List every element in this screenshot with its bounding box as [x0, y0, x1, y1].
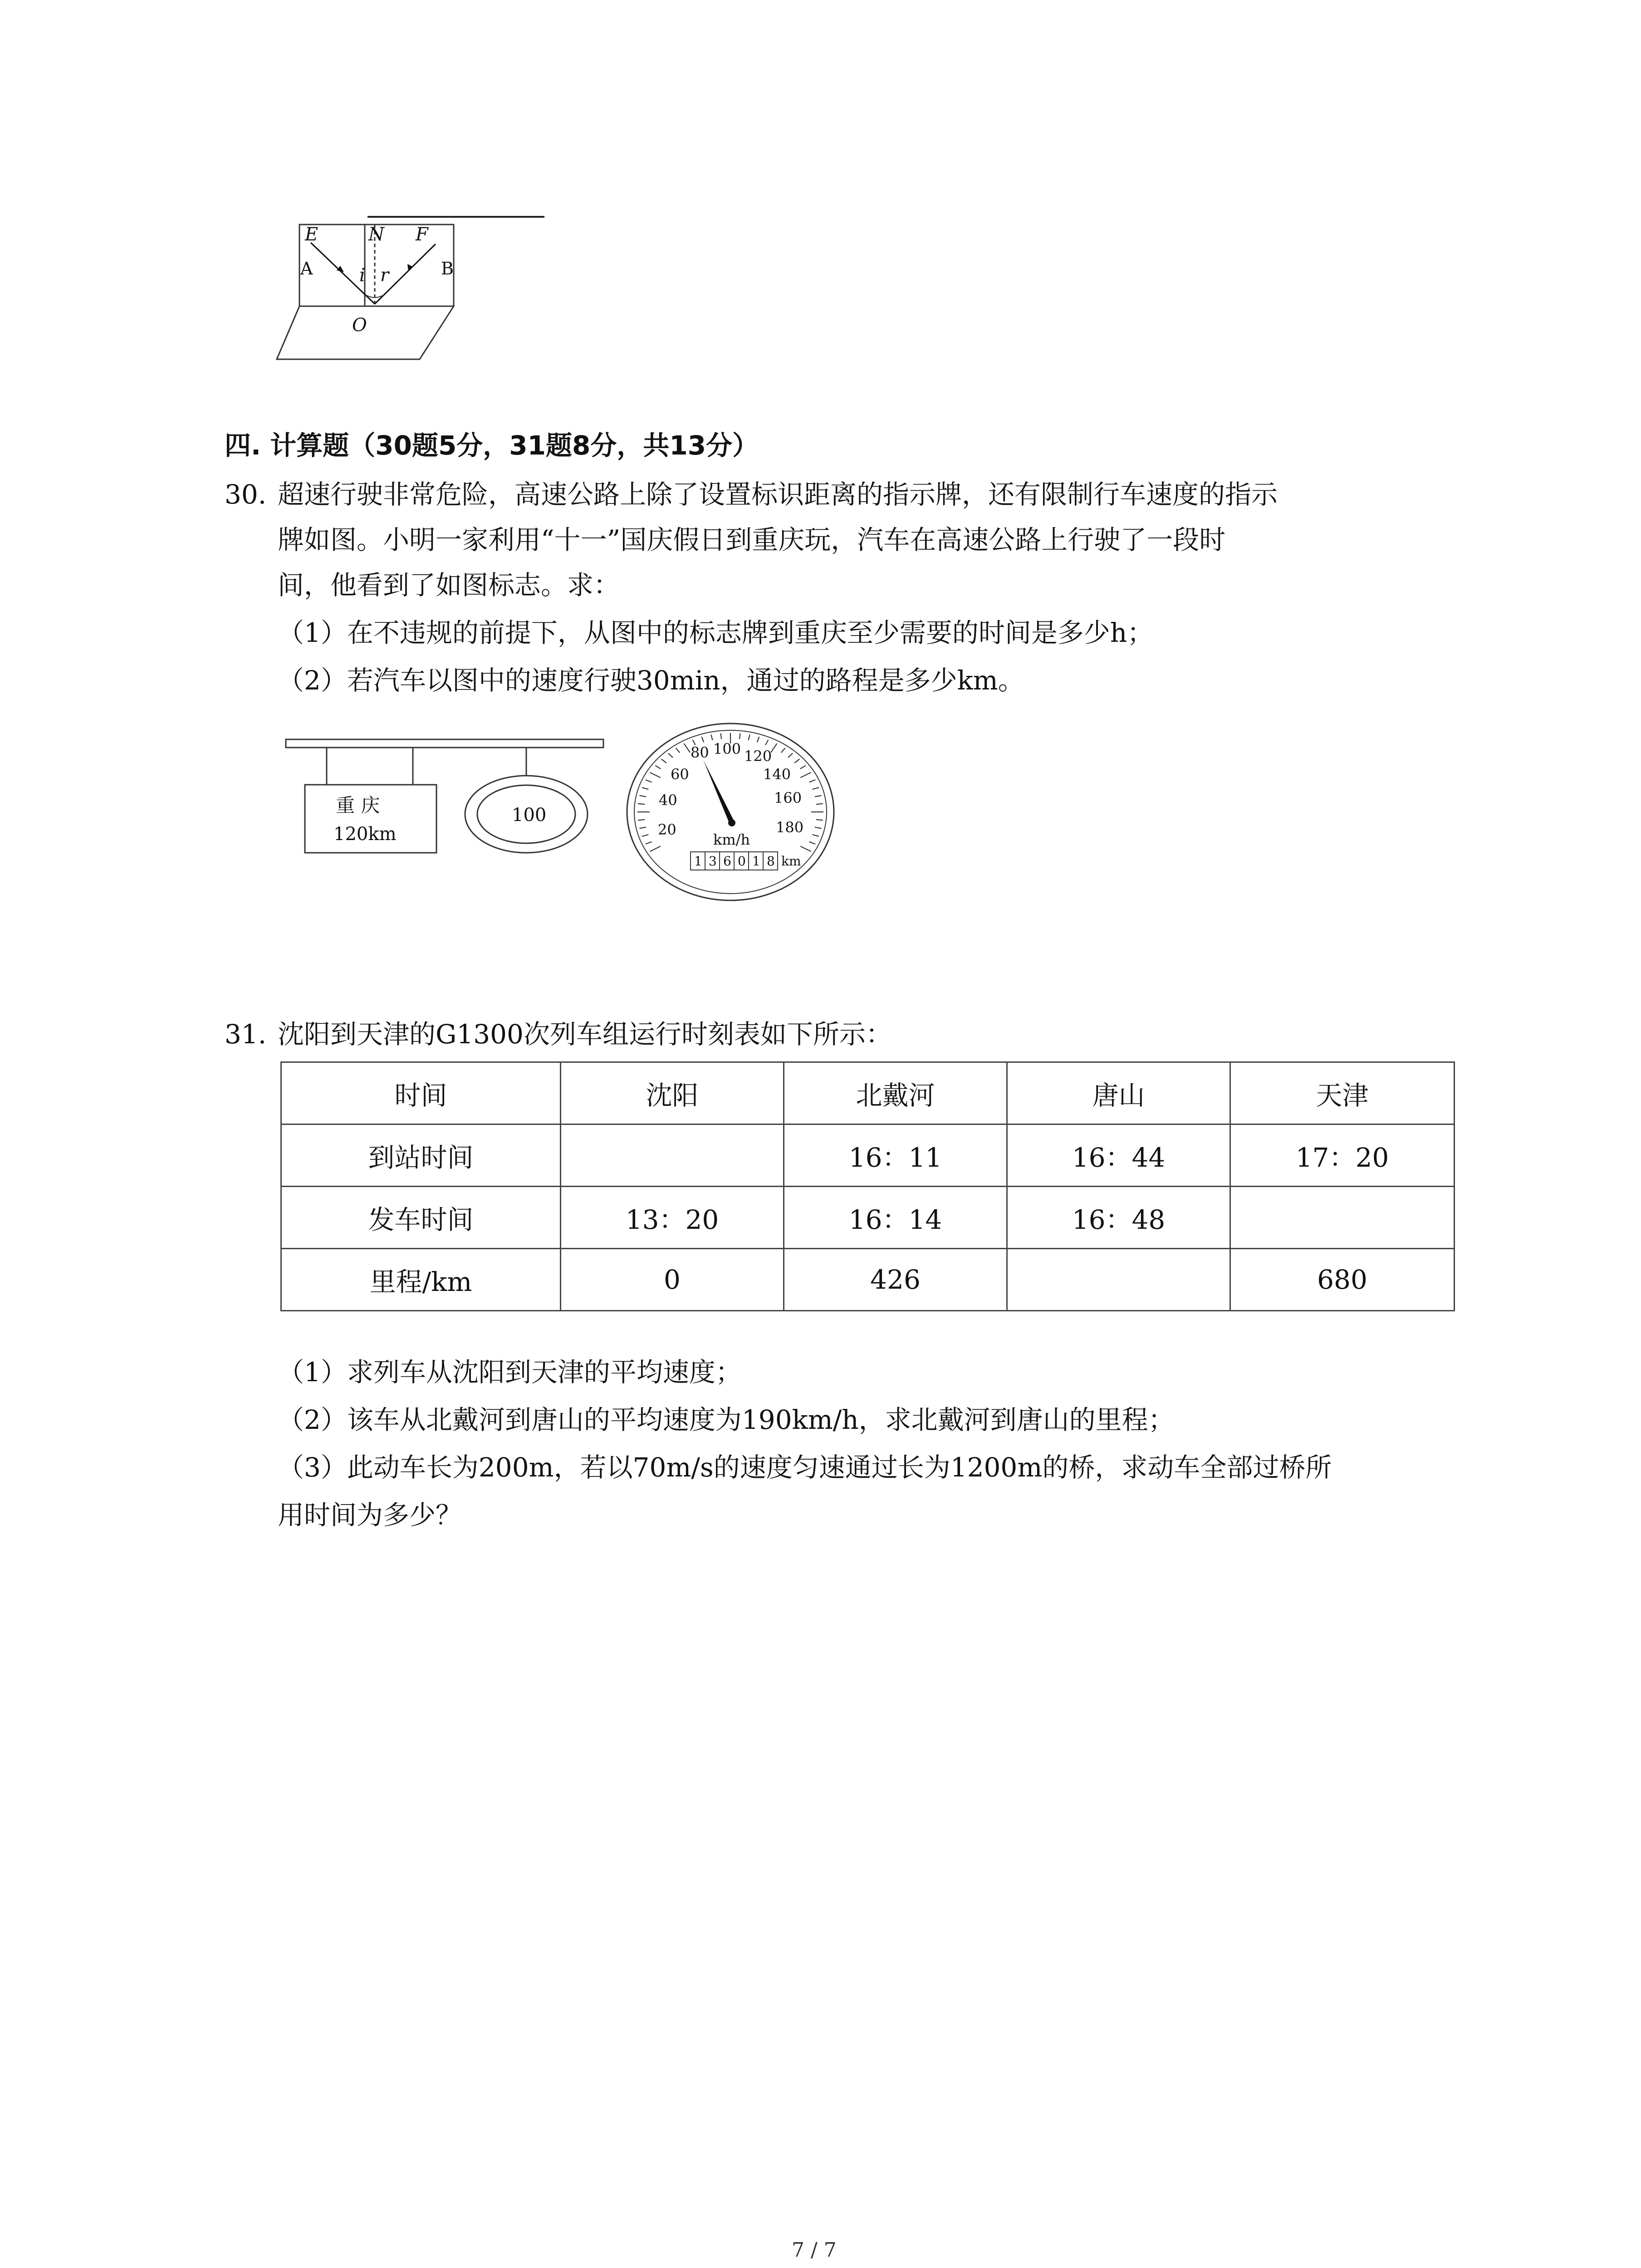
speedo-unit: km/h — [713, 831, 750, 848]
table-header-cell: 沈阳 — [561, 1062, 784, 1124]
timetable — [280, 1061, 1455, 1311]
odometer — [691, 852, 801, 870]
odometer-digit: 6 — [723, 854, 731, 869]
speedo-tick-160: 160 — [774, 789, 802, 807]
label-O: O — [352, 315, 367, 336]
speed-limit-value: 100 — [512, 805, 547, 826]
table-cell — [561, 1124, 784, 1187]
label-B: B — [441, 259, 454, 279]
speedo-tick-120: 120 — [744, 748, 772, 765]
table-cell: 16：14 — [784, 1187, 1007, 1249]
odometer-digit: 0 — [738, 854, 746, 869]
q31-intro: 沈阳到天津的G1300次列车组运行时刻表如下所示： — [278, 1019, 892, 1050]
sign-distance: 120km — [333, 824, 397, 845]
speedometer — [627, 723, 834, 900]
table-row — [281, 1249, 1455, 1311]
speedo-tick-20: 20 — [658, 821, 676, 838]
table-cell: 426 — [784, 1249, 1007, 1311]
label-N: N — [368, 224, 384, 245]
sign-gantry — [286, 739, 603, 748]
table-cell: 到站时间 — [281, 1124, 561, 1187]
table-cell: 16：44 — [1007, 1124, 1230, 1187]
odometer-digit: 8 — [767, 854, 775, 869]
label-A: A — [300, 259, 313, 279]
q30-line3: 间，他看到了如图标志。求： — [278, 570, 620, 601]
odometer-unit: km — [781, 854, 801, 869]
table-header-cell: 天津 — [1230, 1062, 1455, 1124]
q30-sub2: （2）若汽车以图中的速度行驶30min，通过的路程是多少km。 — [278, 665, 1024, 696]
odometer-digit: 1 — [752, 854, 760, 869]
table-cell: 发车时间 — [281, 1187, 561, 1249]
speedo-tick-60: 60 — [671, 766, 689, 783]
table-header-cell: 北戴河 — [784, 1062, 1007, 1124]
table-cell — [1230, 1187, 1455, 1249]
q30-number: 30. — [225, 479, 267, 510]
table-header-cell: 时间 — [281, 1062, 561, 1124]
table-cell: 里程/km — [281, 1249, 561, 1311]
q31-sub1: （1）求列车从沈阳到天津的平均速度； — [278, 1357, 742, 1388]
label-i: i — [359, 265, 365, 286]
speedo-tick-140: 140 — [763, 766, 791, 783]
q30-sub1: （1）在不违规的前提下，从图中的标志牌到重庆至少需要的时间是多少h； — [278, 617, 1154, 648]
table-header-cell: 唐山 — [1007, 1062, 1230, 1124]
q31-sub3-cont: 用时间为多少？ — [278, 1500, 462, 1530]
odometer-digit: 3 — [709, 854, 717, 869]
q30-figure — [277, 721, 844, 903]
table-cell: 16：11 — [784, 1124, 1007, 1187]
q31-sub2: （2）该车从北戴河到唐山的平均速度为190km/h，求北戴河到唐山的里程； — [278, 1404, 1175, 1435]
label-F: F — [416, 224, 428, 245]
table-cell: 680 — [1230, 1249, 1455, 1311]
page-number: 7 / 7 — [792, 2239, 837, 2262]
speedo-tick-40: 40 — [659, 792, 677, 809]
sign-city: 重 庆 — [336, 794, 380, 816]
section-title: 四. 计算题（30题5分，31题8分，共13分） — [225, 430, 759, 461]
speedo-tick-80: 80 — [691, 744, 709, 761]
table-header-row — [281, 1062, 1455, 1124]
table-cell: 13：20 — [561, 1187, 784, 1249]
reflection-diagram — [263, 200, 581, 372]
q31-number: 31. — [225, 1019, 267, 1050]
q30-line1: 超速行驶非常危险，高速公路上除了设置标识距离的指示牌，还有限制行车速度的指示 — [278, 479, 1278, 510]
table-row — [281, 1187, 1455, 1249]
label-E: E — [305, 224, 318, 245]
table-cell — [1007, 1249, 1230, 1311]
table-row — [281, 1124, 1455, 1187]
q31-sub3: （3）此动车长为200m，若以70m/s的速度匀速通过长为1200m的桥，求动车全部过桥所 — [278, 1452, 1332, 1483]
label-r: r — [380, 265, 389, 286]
table-cell: 17：20 — [1230, 1124, 1455, 1187]
table-cell: 16：48 — [1007, 1187, 1230, 1249]
speedo-tick-180: 180 — [776, 819, 804, 836]
odometer-digit: 1 — [694, 854, 702, 869]
q30-line2: 牌如图。小明一家利用“十一”国庆假日到重庆玩，汽车在高速公路上行驶了一段时 — [278, 524, 1226, 555]
speedo-tick-100: 100 — [713, 740, 741, 758]
table-cell: 0 — [561, 1249, 784, 1311]
